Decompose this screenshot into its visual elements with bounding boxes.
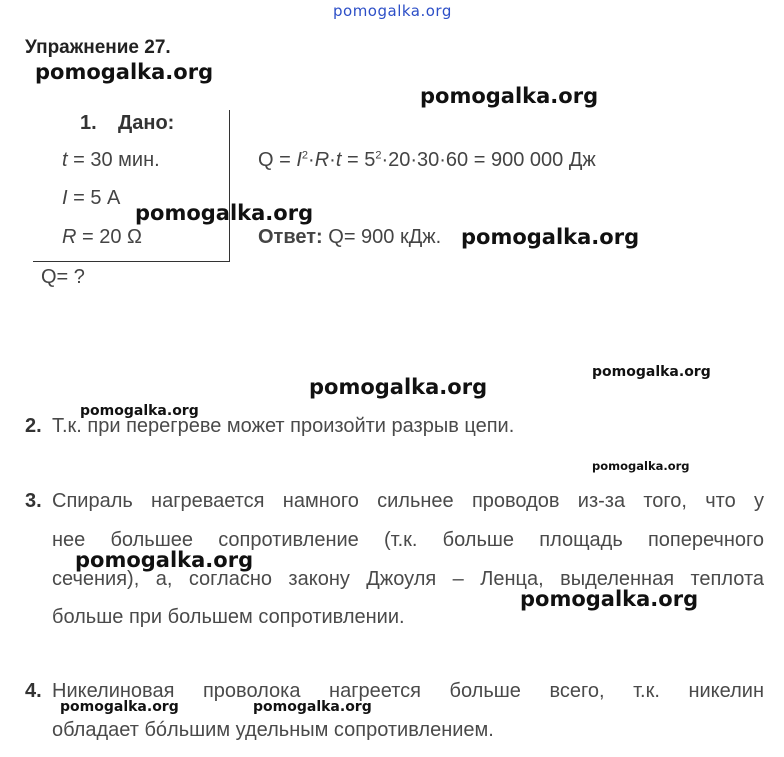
task3-line: нее большее сопротивление (т.к. больше площадь поперечного <box>52 529 764 551</box>
watermark-text: pomogalka.org <box>309 375 488 399</box>
given-time-value: = 30 мин. <box>67 149 160 171</box>
task3-line: Спираль нагревается намного сильнее проводов из-за того, что у <box>52 490 764 512</box>
watermark-text: pomogalka.org <box>592 459 690 473</box>
given-resistance-symbol: R <box>62 226 77 248</box>
answer-label: Ответ: <box>258 226 323 248</box>
formula-resistance: R <box>314 149 330 171</box>
formula-part: · <box>329 149 336 171</box>
task4-number: 4. <box>25 680 42 702</box>
find-quantity: Q= ? <box>41 266 85 288</box>
task3-number: 3. <box>25 490 42 512</box>
watermark-text: pomogalka.org <box>592 364 711 380</box>
formula-time: t <box>335 149 342 171</box>
task2-number: 2. <box>25 415 42 437</box>
watermark-text: pomogalka.org <box>35 60 214 84</box>
watermark-text: pomogalka.org <box>80 403 199 419</box>
given-current <box>62 187 120 210</box>
given-divider-vertical <box>229 110 230 262</box>
formula-part: = 5 <box>341 149 376 171</box>
answer <box>258 226 441 249</box>
given-resistance <box>62 226 142 249</box>
watermark-text: pomogalka.org <box>135 201 314 225</box>
answer-value: Q= 900 кДж. <box>322 226 442 248</box>
given-resistance-value: = 20 Ω <box>76 226 142 248</box>
task3-line: сечения), а, согласно закону Джоуля – Ленца, выделенная теплота <box>52 568 764 590</box>
watermark-text: pomogalka.org <box>520 587 699 611</box>
task4-line: обладает бóльшим удельным сопротивлением. <box>52 719 494 741</box>
task3-line: больше при большем сопротивлении. <box>52 606 405 628</box>
watermark-text: pomogalka.org <box>461 225 640 249</box>
watermark-text: pomogalka.org <box>60 699 179 715</box>
formula-result: ·20·30·60 = 900 000 Дж <box>381 149 596 171</box>
formula-exponent: 2 <box>375 149 382 162</box>
given-current-symbol: I <box>62 187 68 209</box>
watermark-text: pomogalka.org <box>420 84 599 108</box>
exercise-title: Упражнение 27. <box>25 37 171 58</box>
task1-number: 1. <box>80 112 97 134</box>
formula-part: · <box>308 149 315 171</box>
task2-text: Т.к. при перегреве может произойти разрыв цепи. <box>52 415 515 437</box>
watermark-text: pomogalka.org <box>253 699 372 715</box>
watermark-top: pomogalka.org <box>333 2 452 20</box>
solution-formula <box>258 149 596 172</box>
formula-exponent: 2 <box>301 149 309 162</box>
given-divider-horizontal <box>33 261 230 262</box>
task4-line: Никелиновая проволока нагреется больше всего, т.к. никелин <box>52 680 764 702</box>
given-label: Дано: <box>118 112 175 134</box>
formula-current: I <box>296 149 302 171</box>
formula-part: Q = <box>258 149 297 171</box>
watermark-text: pomogalka.org <box>75 548 254 572</box>
given-time <box>62 149 160 172</box>
given-current-value: = 5 А <box>67 187 121 209</box>
given-time-symbol: t <box>62 149 68 171</box>
